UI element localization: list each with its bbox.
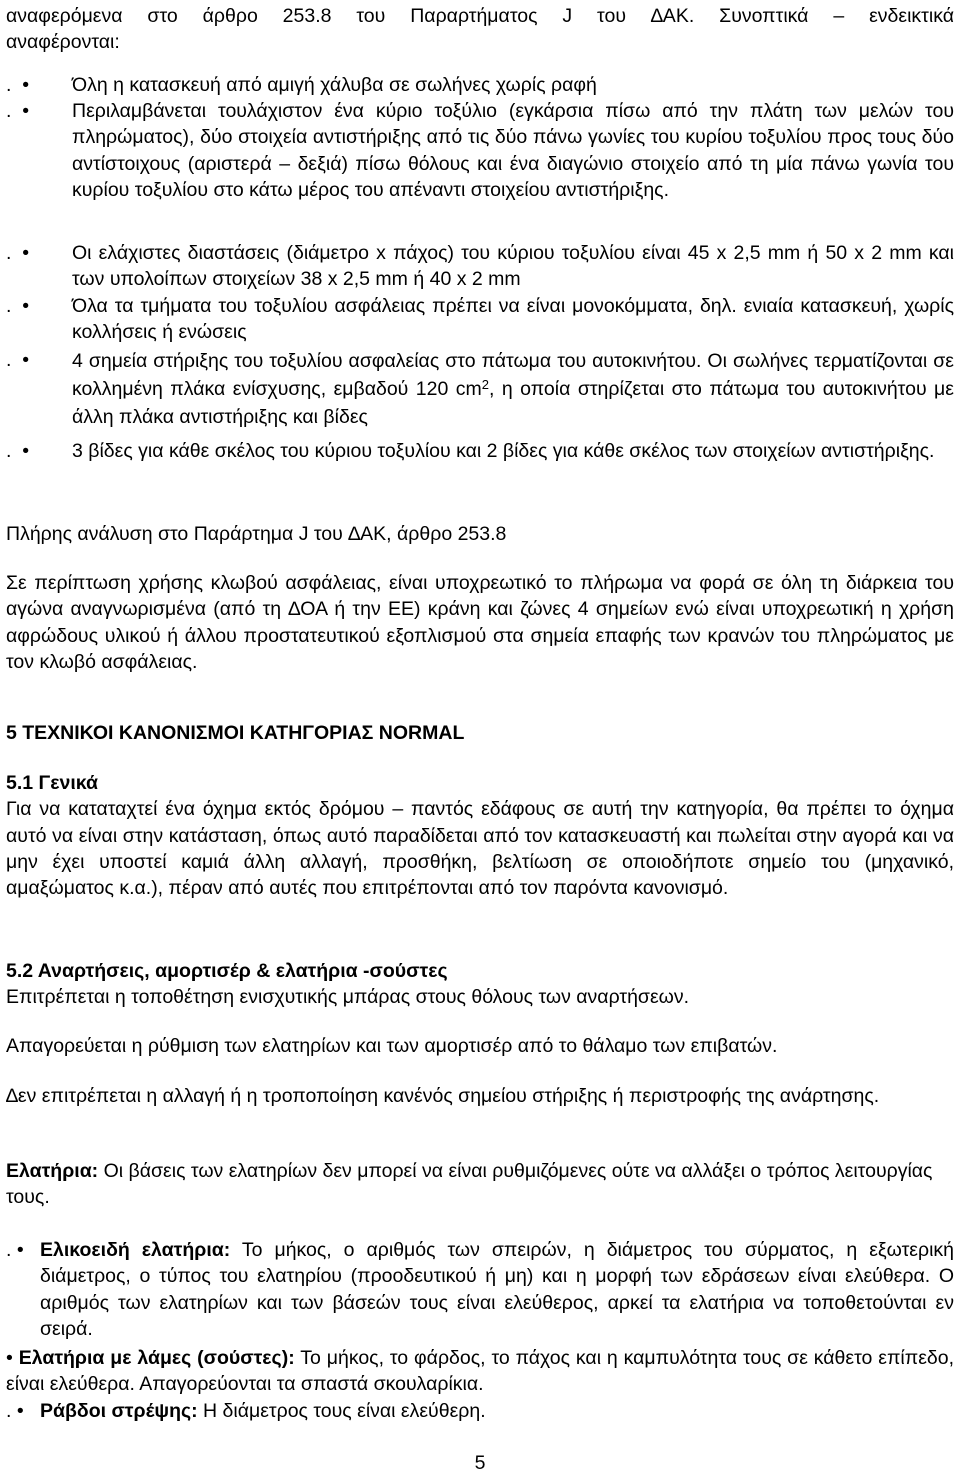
section-heading: 5 ΤΕΧΝΙΚΟΙ ΚΑΝΟΝΙΣΜΟΙ ΚΑΤΗΓΟΡΙΑΣ NORMAL [6,722,465,744]
paragraph-text: Οι βάσεις των ελατηρίων δεν μπορεί να είναι ρυθμιζόμενες ούτε να αλλάξει ο τρόπος λειτουργίας τους. [6,1160,933,1209]
bullet-marker: • [6,1347,13,1369]
bullet-item [6,438,954,464]
intro-line-2: αναφέρονται: [6,31,120,54]
bullet-text: Όλα τα τμήματα του τοξυλίου ασφάλειας πρέπει να είναι μονοκόμματα, δηλ. ενιαία κατασκευή, χωρίς κολλήσεις ή ενώσεις [72,295,954,344]
bullet-item [6,240,954,293]
bullet-text [40,1237,954,1342]
cage-paragraph: Σε περίπτωση χρήσης κλωβού ασφάλειας, είναι υποχρεωτικό το πλήρωμα να φορά σε όλη τη διάρκεια του αγώνα αναγνωρισμένα (από τη ∆ΟΑ ή την ΕΕ) κράνη και ζώνες 4 σημείων ενώ είναι υποχρεωτική η χρήση αφρώδους υλικού ή άλλου προστατευτικού εξοπλισμού στα σημεία επαφής των κρανών του πληρώματος με τον κλωβό ασφάλειας. [6,572,954,673]
bullet-text-part: Η διάμετρος τους είναι ελεύθερη. [197,1400,486,1422]
bold-label: Ελατήρια με λάμες (σούστες): [18,1347,295,1369]
bullet-item [6,72,954,98]
bullet-text [72,347,954,431]
bullet-marker: . • [6,100,30,122]
bold-label: Ράβδοι στρέψης: [40,1400,198,1422]
bullet-item [6,347,954,431]
section-5-1 [6,770,954,901]
subsection-text: Για να καταταχτεί ένα όχημα εκτός δρόμου – παντός εδάφους σε αυτή την κατηγορία, θα πρέπει το όχημα αυτό να είναι στην κατάσταση, όπως αυτό παραδίδεται από τον κατασκευαστή και πωλείται στην αγορά και να μην έχει υποστεί καμιά άλλη αλλαγή, προσθήκη, βελτίωση σε οποιοδήποτε σημείο του (μηχανικό, αμαξώματος κ.α.), πέραν από αυτές που επιτρέπονται από τον παρόντα κανονισμό. [6,798,954,900]
superscript: 2 [481,377,490,392]
subsection-heading: 5.2 Αναρτήσεις, αμορτισέρ & ελατήρια -σούστες [6,960,448,982]
bullet-marker: . • [6,349,30,371]
subsection-heading: 5.1 Γενικά [6,772,98,794]
bullet-marker: . • [6,295,30,317]
bullet-text: Οι ελάχιστες διαστάσεις (διάμετρο x πάχος) του κύριου τοξυλίου είναι 45 x 2,5 mm ή 50 x 2 mm και των υπολοίπων στοιχείων 38 x 2,5 mm ή 40 x 2 mm [72,242,954,291]
intro-line-1: αναφερόμενα στο άρθρο 253.8 του Παραρτήματος J του ∆ΑΚ. Συνοπτικά – ενδεικτικά [6,5,954,27]
bullet-item [6,1237,954,1342]
springs-paragraph [6,1158,954,1211]
bold-label: Ελατήρια: [6,1160,99,1182]
bullet-text-part: 4 σημεία στήριξης του τοξυλίου ασφαλείας στο πάτωμα του αυτοκινήτου. Οι σωλήνες τερματίζονται σε κολλημένη πλάκα ενίσχυσης, εμβαδού 120 cm [72,350,954,400]
intro-paragraph [6,3,954,56]
section-5-2 [6,958,954,1011]
bullet-item [6,293,954,346]
bullet-text-part: , η οποία στηρίζεται στο πάτωμα του αυτοκινήτου με άλλη πλάκα αντιστήριξης και βίδες [72,378,954,428]
bold-label: Ελικοειδή ελατήρια: [40,1239,231,1261]
bullet-item [6,1398,954,1424]
bullet-item [6,98,954,203]
bullet-marker: . • [6,242,30,264]
bullet-text: 3 βίδες για κάθε σκέλος του κύριου τοξυλίου και 2 βίδες για κάθε σκέλος των στοιχείων αντιστήριξης. [72,440,935,462]
paragraph: ∆εν επιτρέπεται η αλλαγή ή η τροποποίηση κανένός σημείου στήριξης ή περιστροφής της ανάρτησης. [6,1085,880,1107]
bullet-marker: . • [6,1400,24,1422]
bullet-item [6,1345,954,1398]
paragraph: Απαγορεύεται η ρύθμιση των ελατηρίων και των αμορτισέρ από το θάλαμο των επιβατών. [6,1035,778,1057]
bullet-text: Περιλαμβάνεται τουλάχιστον ένα κύριο τοξύλιο (εγκάρσια πίσω από την πλάτη των μελών του πληρώματος), δύο στοιχεία αντιστήριξης από τις δύο πάνω γωνίες του κυρίου τοξυλίου προς τους δύο αντίστοιχους (αριστερά – δεξιά) πίσω θόλους και ένα διαγώνιο στοιχείο από τη μία πάνω γωνία του κυρίου τοξυλίου στο κάτω μέρος του απέναντι στοιχείου αντιστήριξης. [72,100,954,201]
subsection-text: Επιτρέπεται η τοποθέτηση ενισχυτικής μπάρας στους θόλους των αναρτήσεων. [6,986,690,1009]
bullet-text-part: Το μήκος, το φάρδος, το πάχος και η καμπυλότητα τους σε κάθετο επίπεδο, είναι ελεύθερα. Απαγορεύονται τα σπαστά σκουλαρίκια. [6,1347,955,1396]
page-number: 5 [474,1452,486,1474]
bullet-marker: . • [6,74,30,96]
bullet-marker: . • [6,1239,24,1261]
bullet-text: Όλη η κατασκευή από αμιγή χάλυβα σε σωλήνες χωρίς ραφή [72,74,597,96]
bullet-text [40,1398,954,1424]
bullet-marker: . • [6,440,30,462]
bullet-text-part: Το μήκος, ο αριθμός των σπειρών, η διάμετρος του σύρματος, η εξωτερική διάμετρος, ο τύπος του ελατηρίου (προοδευτικού ή μη) και η μορφή των εδράσεων είναι ελεύθερα. Ο αριθμός των ελατηρίων και των βάσεών τους είναι ελεύθερος, αρκεί τα ελατήρια να τοποθετούνται εν σειρά. [40,1239,954,1340]
full-analysis-reference: Πλήρης ανάλυση στο Παράρτημα J του ∆ΑΚ, άρθρο 253.8 [6,523,507,545]
